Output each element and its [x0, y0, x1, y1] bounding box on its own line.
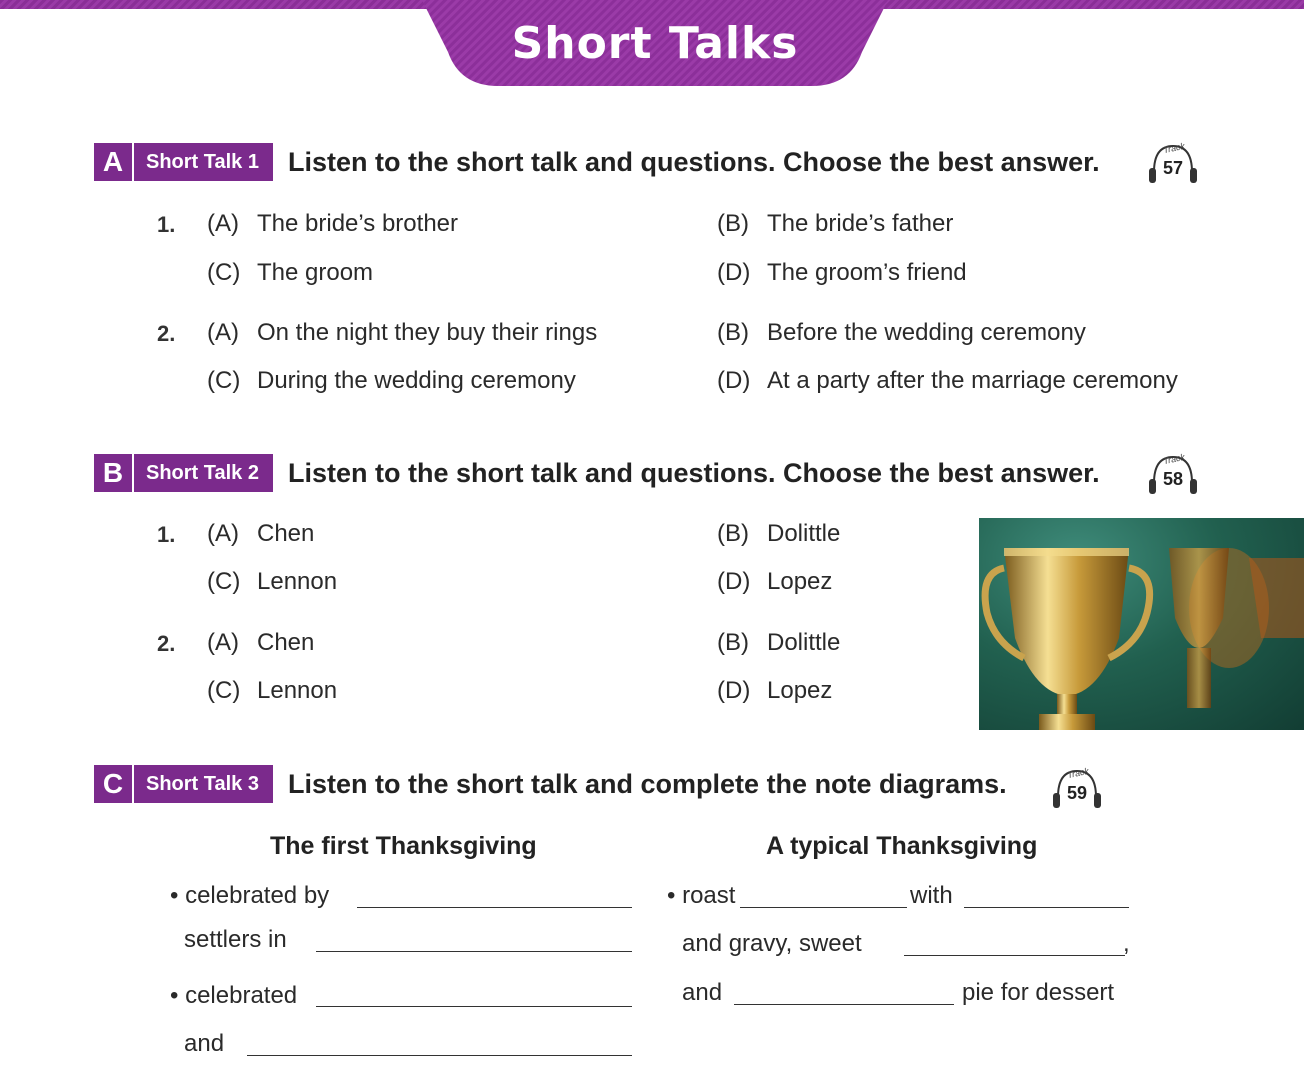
option-letter: (C)	[207, 259, 241, 286]
question-number: 1.	[157, 522, 176, 547]
answer-option[interactable]	[207, 259, 373, 287]
option-letter: (D)	[717, 259, 751, 286]
option-letter: (B)	[717, 319, 749, 346]
track-number: 58	[1162, 469, 1184, 489]
answer-blank[interactable]	[316, 951, 632, 952]
answer-option[interactable]	[207, 520, 314, 548]
diagram-title: The first Thanksgiving	[270, 832, 537, 860]
track-label: Track	[1066, 765, 1090, 781]
option-letter: (B)	[717, 520, 749, 547]
option-text: The bride’s brother	[257, 210, 458, 237]
section-c-header	[94, 765, 1007, 803]
headphones-icon[interactable]	[1052, 767, 1102, 811]
answer-blank[interactable]	[357, 907, 632, 908]
option-text: Lopez	[767, 677, 833, 704]
trophy-photo	[979, 518, 1304, 730]
answer-option[interactable]	[717, 210, 953, 238]
answer-blank[interactable]	[316, 1006, 632, 1007]
track-label: Track	[1162, 451, 1186, 467]
title-tab	[422, 0, 888, 86]
note-text: with	[910, 882, 953, 909]
option-letter: (C)	[207, 568, 241, 595]
answer-blank[interactable]	[904, 955, 1125, 956]
option-text: Dolittle	[767, 520, 841, 547]
option-letter: (B)	[717, 210, 749, 237]
option-letter: (B)	[717, 629, 749, 656]
option-text: On the night they buy their rings	[257, 319, 598, 346]
answer-option[interactable]	[207, 568, 337, 596]
answer-option[interactable]	[207, 629, 314, 657]
option-letter: (A)	[207, 520, 239, 547]
question-number: 2.	[157, 321, 176, 346]
option-text: The groom	[257, 259, 374, 286]
option-letter: (C)	[207, 677, 241, 704]
option-letter: (C)	[207, 367, 241, 394]
option-text: Chen	[257, 520, 315, 547]
diagram-title: A typical Thanksgiving	[766, 832, 1038, 860]
note-text: pie for dessert	[962, 979, 1115, 1006]
answer-option[interactable]	[207, 367, 576, 395]
note-text: ,	[1123, 930, 1130, 957]
answer-option[interactable]	[717, 568, 832, 596]
section-tag: Short Talk 2	[132, 454, 273, 492]
note-text: • celebrated	[170, 982, 298, 1009]
track-number: 59	[1066, 783, 1088, 803]
section-tag: Short Talk 3	[132, 765, 273, 803]
headphones-icon[interactable]	[1148, 453, 1198, 497]
question-number: 1.	[157, 212, 176, 237]
option-letter: (A)	[207, 629, 239, 656]
answer-option[interactable]	[717, 629, 840, 657]
section-letter: B	[94, 454, 132, 492]
answer-blank[interactable]	[740, 907, 907, 908]
option-text: Before the wedding ceremony	[767, 319, 1086, 346]
option-text: Lennon	[257, 677, 338, 704]
note-text: and gravy, sweet	[682, 930, 862, 957]
option-text: Chen	[257, 629, 315, 656]
answer-option[interactable]	[717, 367, 1178, 395]
option-letter: (D)	[717, 677, 751, 704]
answer-option[interactable]	[717, 677, 832, 705]
section-instruction: Listen to the short talk and questions. Choose the best answer.	[288, 457, 1100, 488]
track-label: Track	[1162, 140, 1186, 156]
option-letter: (D)	[717, 367, 751, 394]
section-a-header	[94, 143, 1100, 181]
answer-option[interactable]	[717, 319, 1086, 347]
page-title: Short Talks	[511, 18, 799, 69]
option-text: At a party after the marriage ceremony	[767, 367, 1178, 394]
option-text: Lopez	[767, 568, 833, 595]
option-text: Dolittle	[767, 629, 841, 656]
option-text: The bride’s father	[767, 210, 954, 237]
answer-option[interactable]	[717, 259, 967, 287]
answer-option[interactable]	[207, 319, 597, 347]
answer-blank[interactable]	[964, 907, 1129, 908]
section-letter: C	[94, 765, 132, 803]
section-tag: Short Talk 1	[132, 143, 273, 181]
answer-option[interactable]	[207, 210, 458, 238]
question-number: 2.	[157, 631, 176, 656]
answer-blank[interactable]	[247, 1055, 632, 1056]
note-text: settlers in	[184, 926, 287, 953]
answer-option[interactable]	[207, 677, 337, 705]
option-letter: (A)	[207, 319, 239, 346]
headphones-icon[interactable]	[1148, 142, 1198, 186]
note-text: • roast	[667, 882, 736, 909]
option-text: During the wedding ceremony	[257, 367, 576, 394]
answer-blank[interactable]	[734, 1004, 954, 1005]
answer-option[interactable]	[717, 520, 840, 548]
option-letter: (A)	[207, 210, 239, 237]
section-instruction: Listen to the short talk and complete the note diagrams.	[288, 768, 1007, 799]
note-text: • celebrated by	[170, 882, 330, 909]
section-letter: A	[94, 143, 132, 181]
option-text: Lennon	[257, 568, 338, 595]
section-b-header	[94, 454, 1100, 492]
note-text: and	[184, 1030, 225, 1057]
section-instruction: Listen to the short talk and questions. Choose the best answer.	[288, 146, 1100, 177]
track-number: 57	[1162, 158, 1184, 178]
note-text: and	[682, 979, 723, 1006]
option-letter: (D)	[717, 568, 751, 595]
option-text: The groom’s friend	[767, 259, 967, 286]
